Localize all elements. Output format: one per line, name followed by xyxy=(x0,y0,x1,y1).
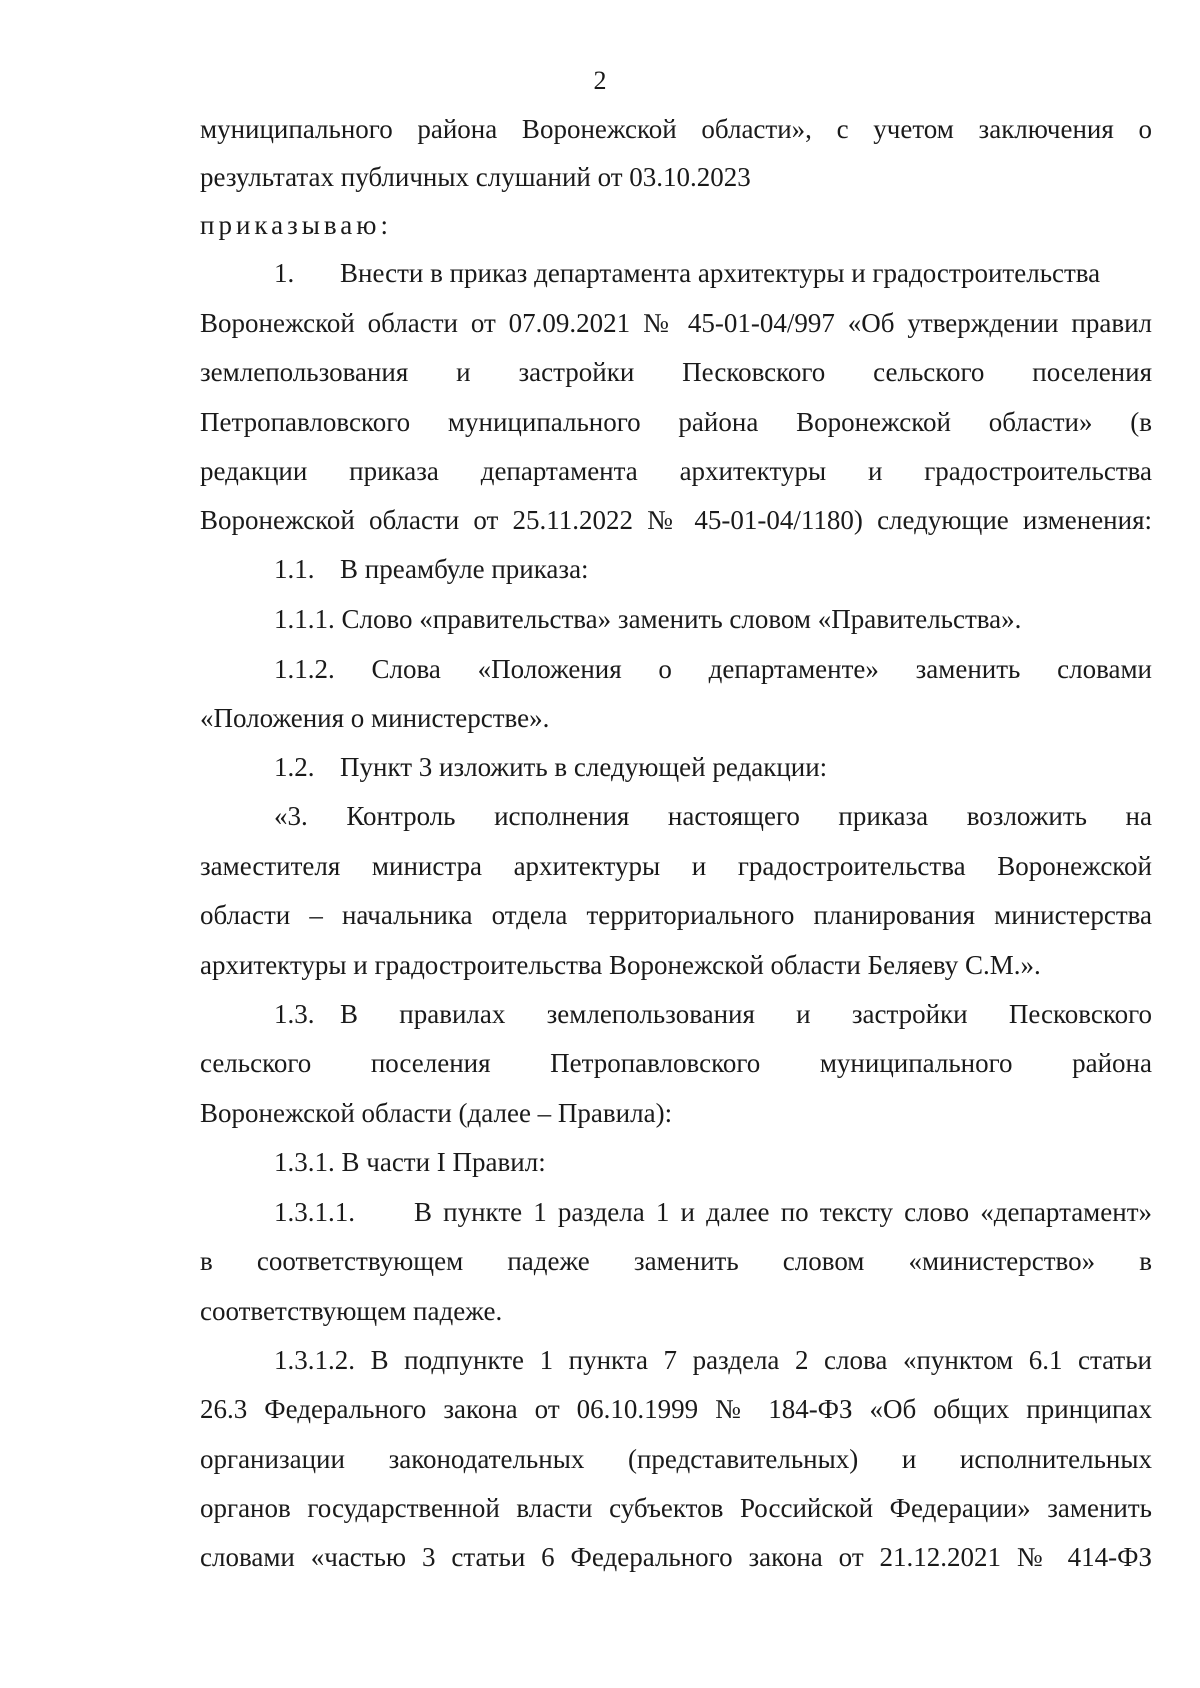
text-line: 1.3.1.2. В подпункте 1 пункта 7 раздела 2 слова «пунктом 6.1 статьи xyxy=(274,1345,1152,1375)
text-line: Петропавловского муниципального района Воронежской области» (в xyxy=(200,407,1152,437)
item-number: 1.3. xyxy=(274,999,315,1029)
text-line: 1.1.1. Слово «правительства» заменить словом «Правительства». xyxy=(274,604,1022,634)
text-line: архитектуры и градостроительства Воронежской области Беляеву С.М.». xyxy=(200,950,1041,980)
text-line: Воронежской области от 25.11.2022 № 45-01-04/1180) следующие изменения: xyxy=(200,505,1152,535)
paragraph-1 xyxy=(200,256,1152,290)
text-line: результатах публичных слушаний от 03.10.2023 xyxy=(200,162,751,192)
text-line: Внести в приказ департамента архитектуры и градостроительства xyxy=(340,258,1101,288)
text-line: сельского поселения Петропавловского муниципального района xyxy=(200,1048,1152,1078)
text-line: «Положения о министерстве». xyxy=(200,703,550,733)
item-number: 1. xyxy=(274,258,295,288)
text-line: приказываю: xyxy=(200,210,392,240)
page-number: 2 xyxy=(593,66,607,95)
text-line: организации законодательных (представительных) и исполнительных xyxy=(200,1444,1152,1474)
text-line: в соответствующем падеже заменить словом «министерство» в xyxy=(200,1246,1152,1276)
text-line: 1.3.1. В части I Правил: xyxy=(274,1147,546,1177)
text-line: Воронежской области (далее – Правила): xyxy=(200,1098,673,1128)
paragraph-1-3 xyxy=(200,997,1152,1031)
text-line: области – начальника отдела территориального планирования министерства xyxy=(200,900,1152,930)
item-number: 1.3.1.1. xyxy=(274,1197,355,1227)
paragraph-1-3-1-1 xyxy=(200,1195,1152,1229)
text-line: словами «частью 3 статьи 6 Федерального закона от 21.12.2021 № 414-ФЗ xyxy=(200,1542,1152,1572)
text-line: Пункт 3 изложить в следующей редакции: xyxy=(340,752,828,782)
text-line: В пункте 1 раздела 1 и далее по тексту слово «департамент» xyxy=(414,1197,1152,1227)
text-line: Воронежской области от 07.09.2021 № 45-01-04/997 «Об утверждении правил xyxy=(200,308,1152,338)
text-line: 26.3 Федерального закона от 06.10.1999 № 184-ФЗ «Об общих принципах xyxy=(200,1394,1152,1424)
item-number: 1.2. xyxy=(274,752,315,782)
text-line: В правилах землепользования и застройки Песковского xyxy=(340,999,1152,1029)
text-line: муниципального района Воронежской области», с учетом заключения о xyxy=(200,114,1152,144)
paragraph-1-1 xyxy=(200,552,1152,586)
item-number: 1.1. xyxy=(274,554,315,584)
text-line: заместителя министра архитектуры и градостроительства Воронежской xyxy=(200,851,1152,881)
paragraph-1-2 xyxy=(200,750,1152,784)
text-line: 1.1.2. Слова «Положения о департаменте» заменить словами xyxy=(274,654,1152,684)
text-line: редакции приказа департамента архитектуры и градостроительства xyxy=(200,456,1152,486)
text-line: органов государственной власти субъектов Российской Федерации» заменить xyxy=(200,1493,1152,1523)
text-line: «3. Контроль исполнения настоящего приказа возложить на xyxy=(274,801,1152,831)
text-line: землепользования и застройки Песковского сельского поселения xyxy=(200,357,1152,387)
text-line: В преамбуле приказа: xyxy=(340,554,589,584)
text-line: соответствующем падеже. xyxy=(200,1296,503,1326)
